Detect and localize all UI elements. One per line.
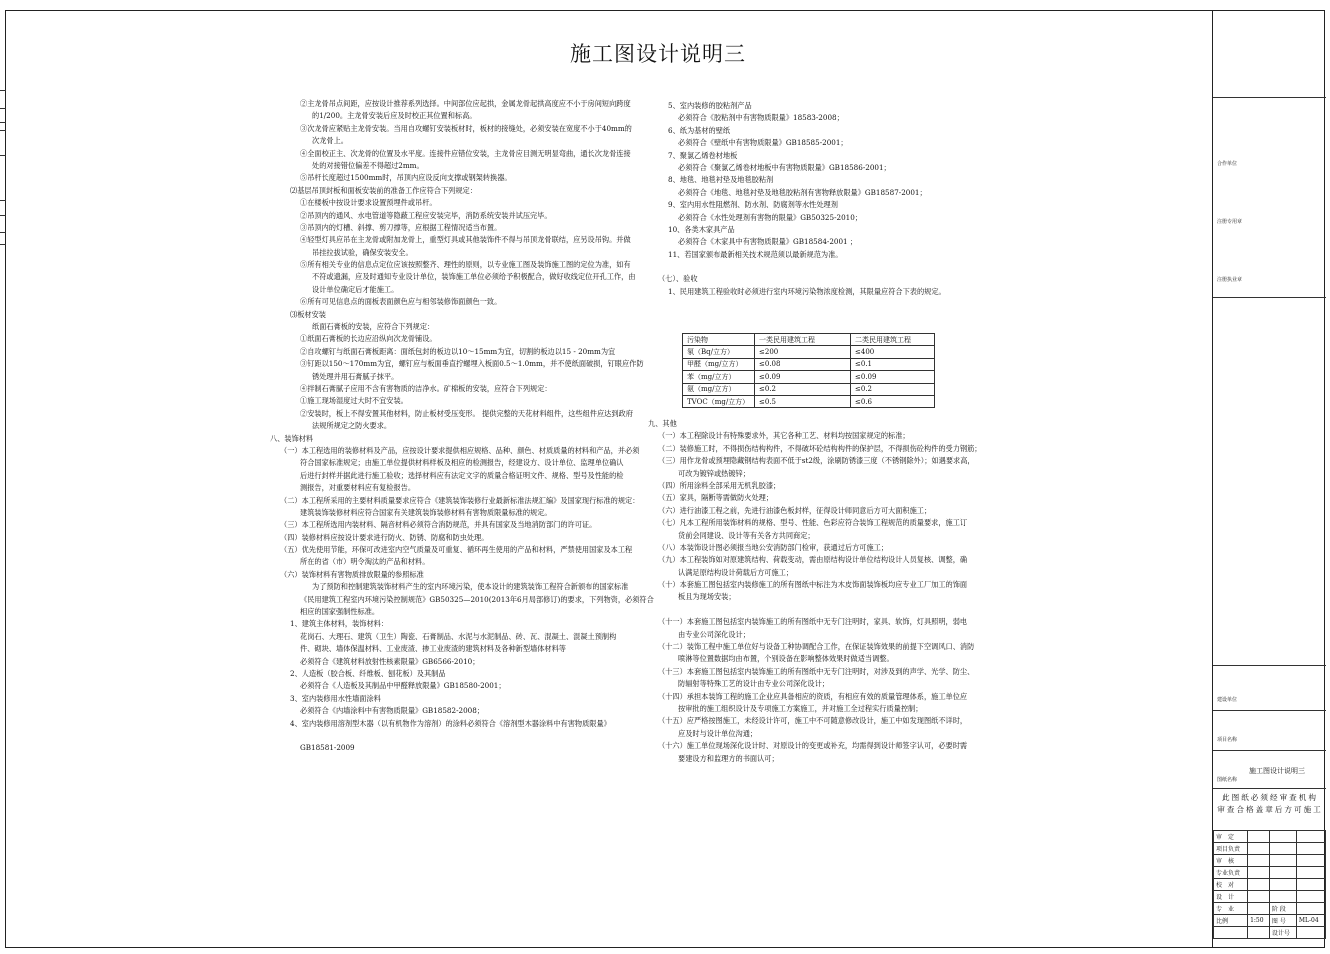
text-line — [648, 604, 981, 616]
signature-cell: 专业负责 — [1214, 867, 1248, 879]
table-cell: ≤0.2 — [851, 383, 935, 395]
text-line: （六）装饰材料有害物质排放限量的参照标准 — [280, 569, 424, 579]
text-line: ④全面校正主、次龙骨的位置及水平度。连接件应错位安装，主龙骨应目测无明显弯曲，通长次龙骨连接 — [300, 148, 631, 158]
table-cell: ≤200 — [755, 346, 851, 358]
signature-cell — [1296, 927, 1325, 939]
drawing-name: 施工图设计说明三 — [1249, 767, 1305, 775]
signature-cell — [1248, 879, 1270, 891]
text-line: 测报告，对重要材料应有复检报告。 — [300, 483, 416, 493]
titleblock-label: 图纸名称 — [1217, 777, 1238, 783]
text-line: 按审批的施工组织设计及专项施工方案施工，并对施工全过程实行质量控制； — [678, 703, 923, 713]
signature-cell — [1248, 843, 1270, 855]
text-line: 必须符合《人造板及其制品中甲醛释放限量》GB18580-2001； — [300, 681, 506, 691]
table-cell: ≤0.6 — [851, 395, 935, 407]
text-line: 处的对接错位偏差不得超过2mm。 — [312, 160, 424, 170]
text-line: 必须符合《壁纸中有害物质限量》GB18585-2001； — [678, 138, 848, 148]
text-line: 2、人造板（胶合板、纤维板、刨花板）及其制品 — [290, 668, 446, 678]
signature-cell — [1248, 927, 1270, 939]
text-line: ①在楼板中按设计要求设置预埋件或吊杆。 — [300, 198, 437, 208]
table-cell: 甲醛（mg/立方） — [683, 358, 755, 370]
text-line: 5、室内装修的胶粘剂产品 — [668, 101, 752, 110]
text-line: ①施工现场湿度过大时不宜安装。 — [300, 396, 408, 406]
text-line: （三）本工程所选用内装材料、隔音材料必须符合消防规范，并具有国家及当地消防部门的许可证。 — [280, 520, 597, 530]
table-cell: ≤0.2 — [755, 383, 851, 395]
text-line — [648, 261, 946, 273]
table-row — [1214, 855, 1326, 867]
text-line: 八、装饰材料 — [270, 433, 314, 443]
table-row — [1214, 891, 1326, 903]
table-row — [1214, 867, 1326, 879]
signature-cell — [1248, 831, 1270, 843]
text-line: 吊挂拉拔试验，确保安装安全。 — [312, 247, 413, 257]
text-line: ②吊顶内的通风、水电管道等隐蔽工程应安装完毕，消防系统安装并试压完毕。 — [300, 210, 552, 220]
text-line: ③钉距以150～170mm为宜，螺钉应与板面垂直拧螺埋入板面0.5～1.0mm，并不使纸面破损，钉眼应作防 — [300, 359, 644, 369]
signature-cell — [1248, 891, 1270, 903]
signature-cell: 专 业 — [1214, 903, 1248, 915]
text-line: ①纸面石膏板的长边应沿纵向次龙骨铺设。 — [300, 334, 437, 344]
text-line: （十三）本套施工图包括室内装饰施工的所有图纸中无专门注明时，对涉及到的声学、光学、防尘、 — [658, 666, 975, 676]
text-line: （十四）承担本装饰工程的施工企业应具备相应的资质，有相应有效的质量管理体系，施工单位应 — [658, 691, 968, 701]
signature-cell: 审 核 — [1214, 855, 1248, 867]
signature-cell: 校 对 — [1214, 879, 1248, 891]
text-line: 符合国家标准规定；由施工单位提供材料样板及相应的检测报告，经建设方、设计单位、监理单位确认 — [300, 458, 624, 468]
text-line: （三）用作龙骨或预埋隐藏钢结构表面不低于st2级，涂刷防锈漆三度（不锈钢除外）；如遇要求高， — [658, 456, 975, 466]
text-line: 货前会同建设、设计等有关各方共同商定； — [678, 530, 815, 540]
signature-cell — [1296, 831, 1325, 843]
text-line — [270, 730, 654, 742]
text-line: （十六）施工单位现场深化设计时、对原设计的变更或补充，均需得到设计师签字认可，必要时需 — [658, 741, 968, 751]
table-cell: 氨（mg/立方） — [683, 383, 755, 395]
text-line: （五）优先使用节能，环保可改进室内空气质量及可重复、循环再生使用的产品和材料，严禁使用国家及本工程 — [280, 545, 633, 555]
title-block — [1212, 10, 1325, 948]
signature-cell — [1296, 855, 1325, 867]
text-line: 为了预防和控制建筑装饰材料产生的室内环境污染，使本设计的建筑装饰工程符合新颁布的国家标准 — [312, 582, 629, 592]
table-cell: ≤0.09 — [755, 371, 851, 383]
text-line: 3、室内装修用水性墙面涂料 — [290, 693, 381, 703]
text-line: ④拌制石膏腻子应用不含有害物质的洁净水。矿棉板的安装，应符合下列规定： — [300, 383, 552, 393]
text-line: 要建设方和监理方的书面认可； — [678, 753, 779, 763]
text-line: （十五）应严格按图施工，未经设计许可，施工中不可随意修改设计，施工中如发现图纸不详时， — [658, 716, 968, 726]
table-row — [1214, 843, 1326, 855]
titleblock-label: 注册执业章 — [1217, 277, 1243, 283]
text-line: 板且为现场安装； — [678, 592, 736, 602]
text-line: （四）装修材料应按设计要求进行防火、防锈、防腐和防虫处理。 — [280, 532, 489, 542]
text-line: ②主龙骨吊点间距，应按设计推荐系列选择。中间部位应起拱，金属龙骨起拱高度应不小于房间短向跨度 — [300, 99, 631, 108]
text-line: 必须符合《胶粘剂中有害物质限量》18583-2008； — [678, 113, 844, 123]
table-cell: ≤0.1 — [851, 358, 935, 370]
table-row — [683, 334, 935, 346]
signature-cell — [1296, 867, 1325, 879]
signature-table — [1213, 830, 1326, 939]
text-line: （六）进行油漆工程之前，先进行油漆色板封样，征得设计师同意后方可大面积施工； — [658, 505, 932, 515]
text-line: ②自攻螺钉与纸面石膏板距离：面纸包封的板边以10～15mm为宜，切割的板边以15 - 20mm为宜 — [300, 346, 616, 356]
text-line: 花岗石、大理石、建筑（卫生）陶瓷、石膏制品、水泥与水泥制品、砖、瓦、混凝土、混凝土预制构 — [300, 631, 617, 641]
text-line: ④轻型灯具应吊在主龙骨或附加龙骨上，重型灯具或其他装饰件不得与吊顶龙骨联结，应另设吊钩。并做 — [300, 235, 631, 245]
table-row — [683, 395, 935, 407]
text-line: GB18581-2009 — [300, 743, 355, 753]
signature-cell: 图 号 — [1269, 915, 1296, 927]
signature-cell — [1269, 867, 1296, 879]
titleblock-label: 注册专用章 — [1217, 219, 1243, 225]
signature-cell: 审 定 — [1214, 831, 1248, 843]
text-line: 由专业公司深化设计； — [678, 629, 750, 639]
signature-cell — [1296, 879, 1325, 891]
table-row — [683, 346, 935, 358]
text-line: 设计单位确定后才能施工。 — [312, 284, 399, 294]
table-row — [683, 371, 935, 383]
signature-cell: 设 计 — [1214, 891, 1248, 903]
signature-cell — [1296, 843, 1325, 855]
text-line: 不符或遗漏，应及时通知专业设计单位，装饰施工单位必须给予积极配合，做好收线定位开孔工作，由 — [312, 272, 636, 282]
signature-cell — [1269, 855, 1296, 867]
table-cell: 苯（mg/立方） — [683, 371, 755, 383]
text-line: 的1/200。主龙骨安装后应及时校正其位置和标高。 — [312, 111, 477, 121]
signature-cell: 设计号 — [1269, 927, 1296, 939]
signature-cell: 阶 段 — [1269, 903, 1296, 915]
approval-note-line1: 此图纸必须经审查机构 — [1222, 793, 1318, 802]
signature-cell — [1269, 843, 1296, 855]
titleblock-label: 建设单位 — [1217, 697, 1238, 703]
page-title: 施工图设计说明三 — [570, 42, 746, 66]
text-line: 11、若国家颁布最新相关技术规范须以最新规范为准。 — [668, 249, 843, 259]
text-line: （十一）本套施工图包括室内装饰施工的所有图纸中无专门注明时，家具、软饰，灯具照明，弱电 — [658, 617, 968, 627]
text-line: 应及时与设计单位沟通； — [678, 728, 758, 738]
signature-cell — [1296, 903, 1325, 915]
text-line: （五）家具，隔断等需做防火处理； — [658, 493, 774, 503]
text-line: ②安装时，板上不得安置其他材料，防止板材受压变形。 提供完整的天花材料组件，这些组件应达到政府 — [300, 408, 633, 418]
titleblock-label: 项目名称 — [1217, 737, 1238, 743]
text-line: 必须符合《建筑材料放射性核素限量》GB6566-2010； — [300, 656, 480, 666]
text-line: 必须符合《聚氯乙烯卷材地板中有害物质限量》GB18586-2001； — [678, 162, 891, 172]
text-line: ⑤所有相关专业的信息点定位应该按照整齐、理性的原则，以专业施工图及装饰施工图的定位为准，如有 — [300, 260, 631, 270]
text-line: 纸面石膏板的安装，应符合下列规定： — [312, 322, 435, 332]
text-line: 次龙骨上。 — [312, 136, 348, 146]
text-line: 1、建筑主体材料，装饰材料： — [290, 619, 389, 629]
signature-cell — [1214, 927, 1248, 939]
text-line: （一）本工程选用的装修材料及产品，应按设计要求提供相应规格、品种、颜色、材质质量的材料和产品，并必须 — [280, 445, 640, 455]
text-line: 10、各类木家具产品 — [668, 224, 735, 234]
text-line: ③次龙骨应紧贴主龙骨安装。当用自攻螺钉安装板材时，板材的接缝处，必须安装在宽度不小于40mm的 — [300, 123, 632, 133]
left-text-column — [270, 98, 654, 755]
table-row — [1214, 903, 1326, 915]
text-line: ⑥所有可见信息点的面板表面颜色应与相邻装修饰面颜色一致。 — [300, 297, 502, 307]
text-line: ⑵基层吊顶封板和面板安装前的准备工作应符合下列规定： — [290, 185, 477, 195]
text-line: （九）本工程装饰如对原建筑结构、荷载变动，需由原结构设计单位结构设计人员复核、调整，确 — [658, 555, 968, 565]
text-line: 6、纸为基材的壁纸 — [668, 125, 731, 135]
table-row — [1214, 927, 1326, 939]
text-line: （二）本工程所采用的主要材料质量要求应符合《建筑装饰装修行业最新标准法规汇编》及国家现行标准的规定： — [280, 495, 640, 505]
text-line: 建筑装饰装修材料应符合国家有关建筑装饰装修材料有害物质限量标准的规定。 — [300, 507, 552, 517]
table-cell: ≤400 — [851, 346, 935, 358]
right-text-column-bottom — [648, 418, 981, 765]
signature-cell — [1248, 867, 1270, 879]
text-line: （一）本工程除设计有特殊要求外，其它各种工艺、材料均按国家规定的标准； — [658, 431, 910, 441]
table-cell: ≤0.09 — [851, 371, 935, 383]
signature-cell — [1296, 891, 1325, 903]
text-line: 后进行封样并据此进行施工验收；选择材料应有法定文字的质量合格证明文件、规格、型号及性能的检 — [300, 470, 624, 480]
text-line: 8、地毯、地毯衬垫及地毯胶粘剂 — [668, 175, 774, 185]
signature-cell: ML-04 — [1296, 915, 1325, 927]
text-line: 喷淋等位置数据均由布置，个别设备在影响整体效果时做适当调整。 — [678, 654, 894, 664]
text-line: 必须符合《地毯、地毯衬垫及地毯胶粘剂有害物释放限量》GB18587-2001； — [678, 187, 927, 197]
text-line: 认满足原结构设计荷载后方可施工； — [678, 567, 794, 577]
signature-cell — [1248, 903, 1270, 915]
text-line: ⑶板材安装 — [290, 309, 326, 319]
text-line: （十二）装饰工程中施工单位好与设备工种协调配合工作，在保证装饰效果的前提下空调风口、消防 — [658, 642, 975, 652]
table-row — [683, 358, 935, 370]
approval-note-line2: 审查合格盖章后方可施工 — [1217, 805, 1323, 814]
text-line: 锈处理并用石膏腻子抹平。 — [312, 371, 399, 381]
text-line: 九、其他 — [648, 419, 677, 428]
text-line: 4、室内装修用溶剂型木器（以有机物作为溶剂）的涂料必须符合《溶剂型木器涂料中有害物质限量》 — [290, 718, 611, 728]
text-line: ③吊顶内的灯槽、斜撑、剪刀撑等，应根据工程情况适当布置。 — [300, 222, 502, 232]
pollutant-limit-table — [682, 333, 935, 408]
text-line: （十）本套施工图包括室内装修施工的所有图纸中标注为木皮饰面装饰板均应专业工厂加工的饰面 — [658, 580, 968, 590]
text-line: （七）、验收 — [658, 274, 698, 284]
right-text-column-top — [648, 100, 946, 298]
table-cell: 二类民用建筑工程 — [851, 334, 935, 346]
text-line: （四）所用涂料全部采用无机乳胶漆； — [658, 480, 781, 490]
table-row — [1214, 915, 1326, 927]
text-line: 相应的国家强制性标准。 — [300, 607, 380, 617]
text-line: ⑤吊杆长度超过1500mm时，吊顶内应设反向支撑或钢架转换器。 — [300, 173, 512, 183]
table-row — [1214, 879, 1326, 891]
text-line: 法规所规定之防火要求。 — [312, 421, 392, 431]
signature-cell: 1:50 — [1248, 915, 1270, 927]
text-line: （二）装修施工时，不得损伤结构构件，不得破坏砼结构构件的保护层，不得损伤砼构件的受力钢筋； — [658, 443, 982, 453]
text-line: （七）凡本工程所用装饰材料的规格、型号、性能、色彩应符合装饰工程规范的质量要求，施工订 — [658, 518, 968, 528]
text-line: 9、室内用水性阻燃剂、防水剂、防腐剂等水性处理剂 — [668, 200, 838, 210]
signature-cell — [1269, 879, 1296, 891]
text-line: 必须符合《内墙涂料中有害物质限量》GB18582-2008； — [300, 706, 484, 716]
signature-cell — [1269, 831, 1296, 843]
text-line: 可改为镀锌或热镀锌； — [678, 468, 750, 478]
text-line: 必须符合《木家具中有害物质限量》GB18584-2001 ； — [678, 237, 858, 247]
text-line: 防辐射等特殊工艺的设计由专业公司深化设计； — [678, 679, 829, 689]
text-line: 《民用建筑工程室内环境污染控制规范》GB50325—2010(2013年6月局部修订)的要求，下列物资，必须符合 — [300, 594, 654, 604]
signature-cell — [1269, 891, 1296, 903]
signature-cell — [1248, 855, 1270, 867]
table-row — [683, 383, 935, 395]
titleblock-label: 合作单位 — [1217, 161, 1238, 167]
signature-cell: 项目负责 — [1214, 843, 1248, 855]
table-row — [1214, 831, 1326, 843]
text-line: （八）本装饰设计图必须报当地公安消防部门检审，获通过后方可施工； — [658, 542, 889, 552]
table-cell: 一类民用建筑工程 — [755, 334, 851, 346]
table-cell: 污染物 — [683, 334, 755, 346]
table-cell: TVOC（mg/立方） — [683, 395, 755, 407]
text-line: 件、砌块、墙体保温材料、工业废渣、掺工业废渣的建筑材料及各种新型墙体材料等 — [300, 644, 566, 654]
text-line: 所在的省（市）明令淘汰的产品和材料。 — [300, 557, 430, 567]
table-cell: ≤0.5 — [755, 395, 851, 407]
text-line: 7、聚氯乙烯卷材地板 — [668, 150, 738, 160]
table-cell: 氡（Bq/立方） — [683, 346, 755, 358]
signature-cell: 比例 — [1214, 915, 1248, 927]
text-line: 必须符合《水性处理剂有害物的限量》GB50325-2010； — [678, 212, 862, 222]
text-line: 1、民用建筑工程验收时必须进行室内环境污染物浓度检测，其限量应符合下表的规定。 — [668, 286, 946, 296]
table-cell: ≤0.08 — [755, 358, 851, 370]
